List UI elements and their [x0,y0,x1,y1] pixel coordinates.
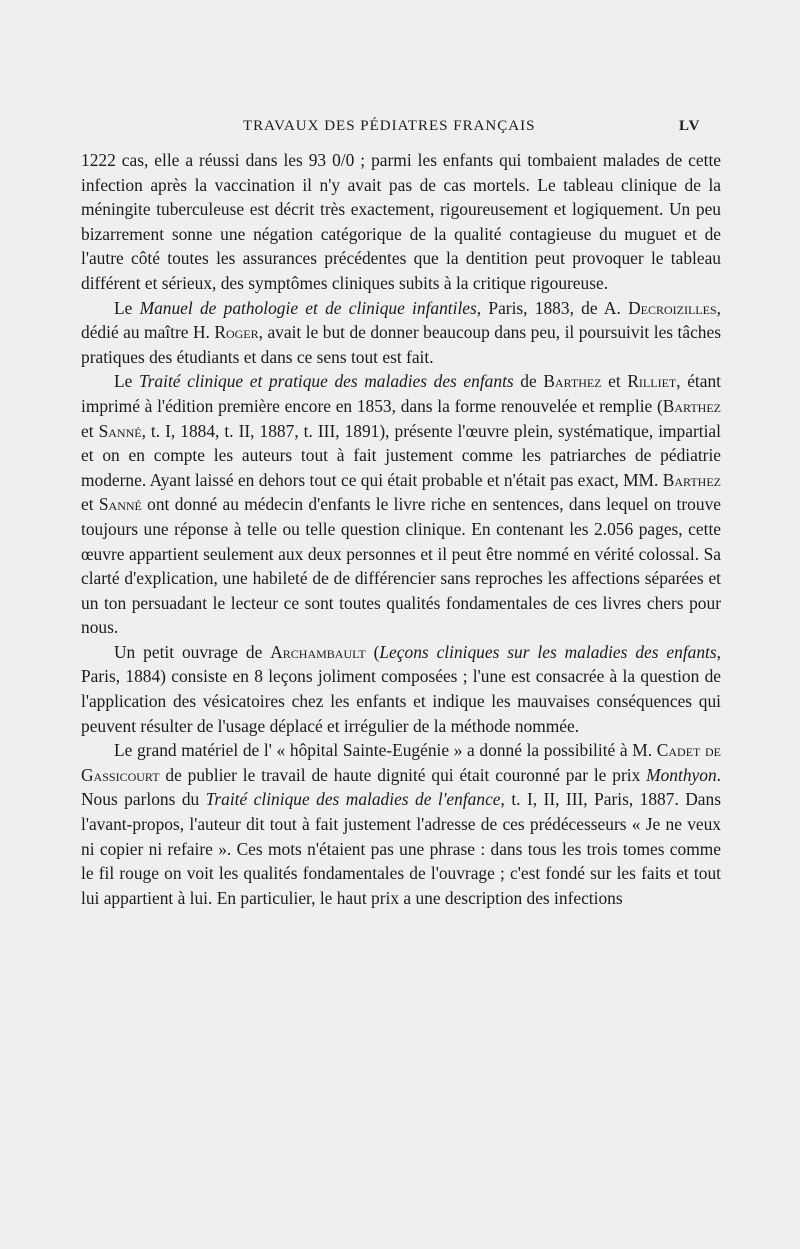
text-run: , t. I, 1884, t. II, 1887, t. III, 1891), présente l'œuvre plein, systématique, impartial et on en compte les auteurs tout à fait justement comme les patriarches de pédiatrie moderne. Ayant laissé en dehors tout ce qui était probable et n'était pas exact, MM. [81,420,721,490]
author-name: Sanné [98,494,142,515]
running-title: TRAVAUX DES PÉDIATRES FRANÇAIS [243,118,536,134]
text-run: ont donné au médecin d'enfants le livre riche en sentences, dans lequel on trouve toujours une réponse à telle ou telle question clinique. En contenant les 2.056 pages, cette œuvre appartient seulement aux deux personnes et il peut être nommé en vérité colossal. Sa clarté d'explication, une habileté de de différencier sans reproches les affections séparées et un ton persuadant le lecteur ce sont toutes qualités fondamentales de ces livres chers pour nous. [81,494,721,638]
text-run: et [81,494,99,515]
author-name: Rilliet [627,371,677,392]
text-run: , Paris, 1884) consiste en 8 leçons joliment composées ; l'une est consacrée à la question de l'application des vésicatoires chez les enfants et indique les mauvaises conséquences qui peuvent résulter de l'usage déplacé et irrégulier de la méthode nommée. [81,641,722,736]
text-run: Le grand matériel de l' « hôpital Sainte-Eugénie » a donné la possibilité à M. [114,740,657,761]
text-run: . Nous parlons du [81,764,721,810]
text-run: Le [114,371,139,392]
author-name: Barthez [543,371,602,392]
paragraph-1 [81,148,721,296]
author-name: Cadet de Gassicourt [81,740,722,785]
text-run: Un petit ouvrage de [114,641,271,662]
text-run: , avait le but de donner beaucoup dans peu, il poursuivit les tâches pratiques des étudiants et dans ce sens tout est fait. [81,322,721,367]
body-text [81,148,721,910]
running-header [0,118,800,142]
text-run: , t. I, II, III, Paris, 1887. Dans l'avant-propos, l'auteur dit tout à fait justement l'adresse de ces prédécesseurs « Je ne veux ni copier ni refaire ». Ces mots n'étaient pas une phrase : dans tous les trois tomes comme le fil rouge on voit les qualités fondamentales de l'ouvrage ; c'est fondé sur les faits et tout lui appartient à lui. En particulier, le haut prix a une description des infections [81,789,721,908]
page-number: LV [679,118,701,134]
text-run: de publier le travail de haute dignité qui était couronné par le prix [159,764,647,785]
text-run: ( [365,641,380,662]
book-title: Traité clinique et pratique des maladies des enfants [138,371,514,392]
prize-name: Monthyon [646,764,717,785]
author-name: Sanné [98,420,142,441]
book-title: Manuel de pathologie et de clinique infantiles [139,297,477,318]
text-run: , dédié au maître H. [81,297,721,343]
paragraph-4 [81,640,721,738]
text-run: de [513,371,544,392]
author-name: Decroizilles [628,297,717,318]
author-name: Roger [214,322,259,343]
text-run: 1222 cas, elle a réussi dans les 93 0/0 ; parmi les enfants qui tombaient malades de cette infection après la vaccination il n'y avait pas de cas mortels. Le tableau clinique de la méningite tuberculeuse est décrit très exactement, rigoureusement et logiquement. Un peu bizarrement sonne une négation catégorique de la qualité contagieuse du muguet et de l'autre côté toutes les assurances précédentes que la dentition peut provoquer le tableau différent et sérieux, des symptômes cliniques subits à la critique rigoureuse. [81,150,721,293]
text-run: et [81,420,99,441]
author-name: Barthez [662,395,721,416]
text-run: Le [114,297,140,318]
text-run: , Paris, 1883, de A. [476,297,629,318]
text-run: , étant imprimé à l'édition première encore en 1853, dans la forme renouvelée et remplie ( [81,371,721,416]
paragraph-2 [81,296,721,370]
book-title: Leçons cliniques sur les maladies des enfants [379,641,717,662]
paragraph-3 [81,369,721,640]
author-name: Archambault [270,641,366,662]
paragraph-5 [81,738,721,910]
author-name: Barthez [662,469,721,490]
text-run: et [601,371,628,392]
book-title: Traité clinique des maladies de l'enfance [205,789,501,810]
